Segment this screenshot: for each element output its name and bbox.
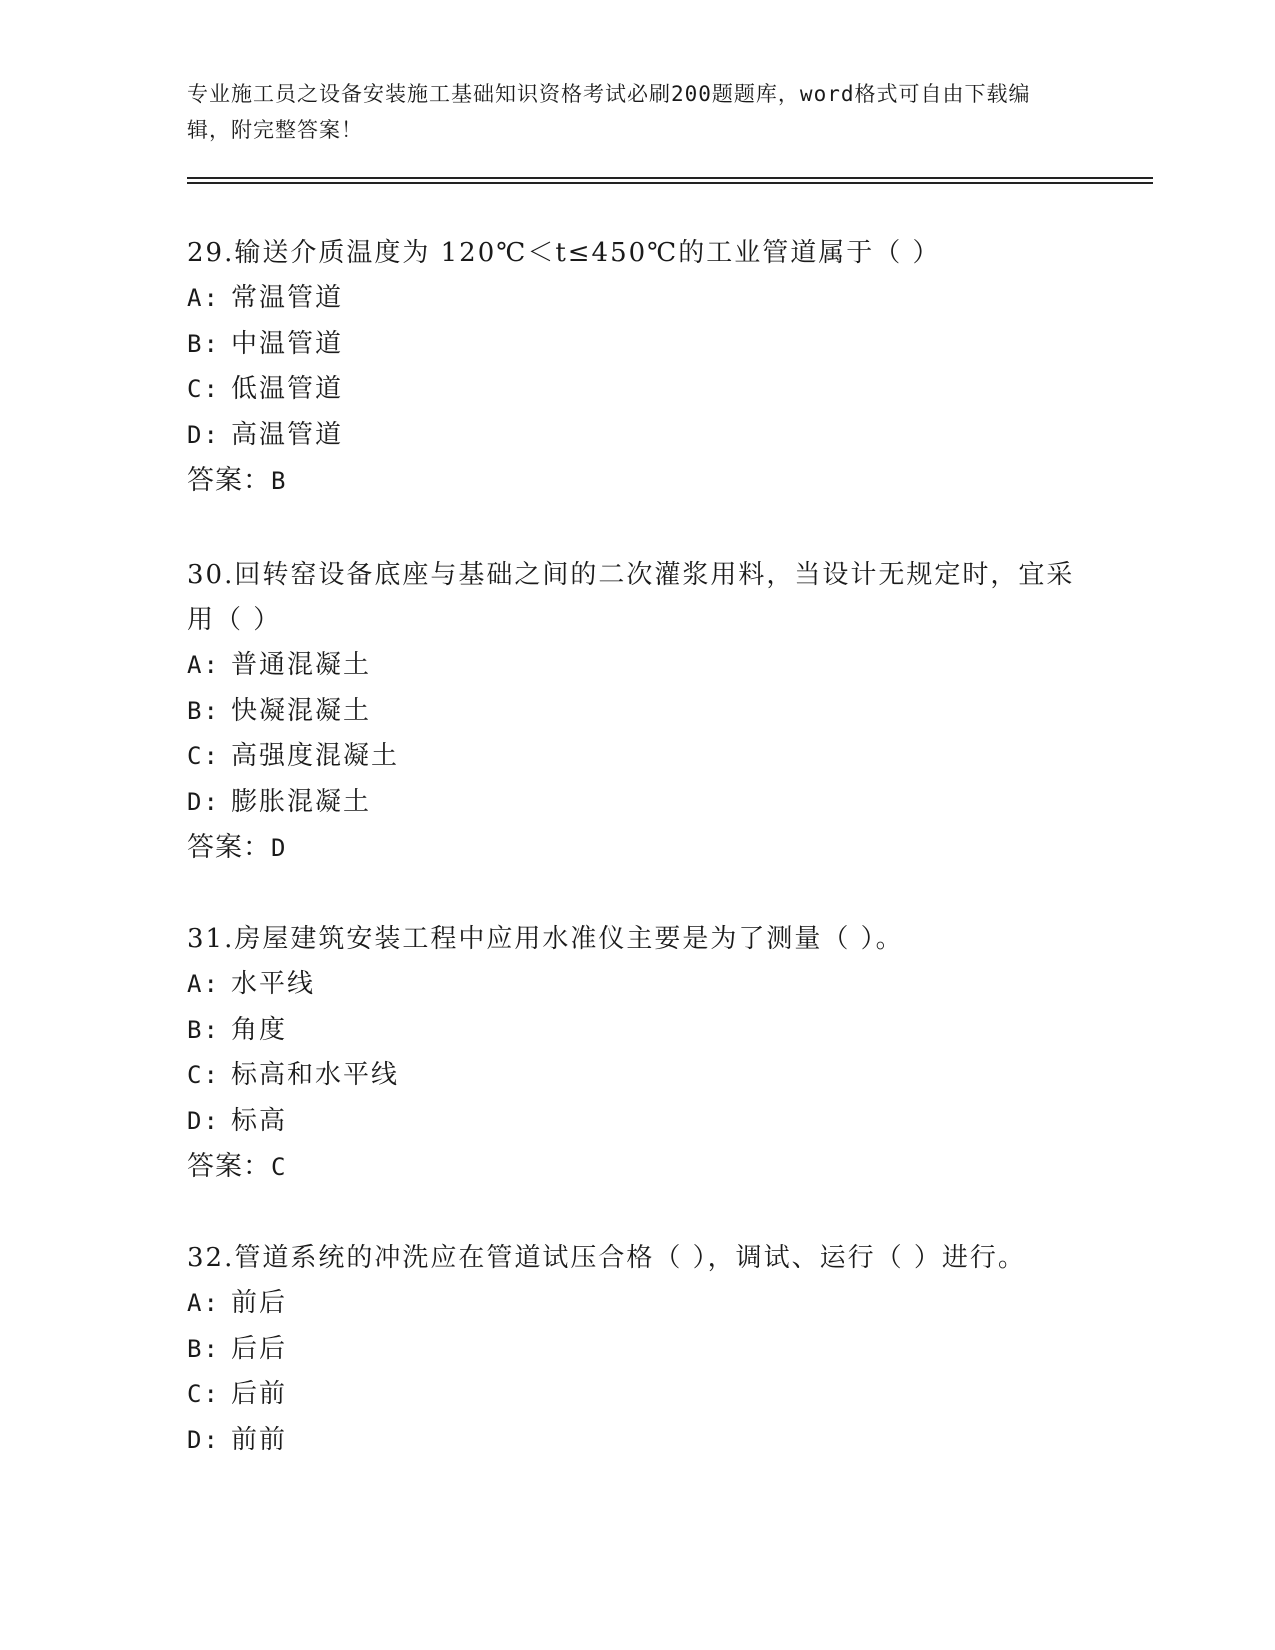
option-letter: B: xyxy=(187,696,220,725)
option-letter: C: xyxy=(187,1061,220,1089)
option-b xyxy=(187,1327,1087,1373)
option-text: 高温管道 xyxy=(231,419,344,450)
answer-label: 答案： xyxy=(187,1151,271,1182)
option-b xyxy=(187,322,1087,368)
option-text: 标高 xyxy=(231,1105,288,1136)
answer-label: 答案： xyxy=(187,832,271,863)
option-a xyxy=(187,1281,1087,1327)
option-b xyxy=(187,689,1087,735)
option-text: 前后 xyxy=(231,1288,288,1318)
answer-line xyxy=(187,825,1087,871)
question-stem: 31.房屋建筑安装工程中应用水准仪主要是为了测量（ ）。 xyxy=(187,924,904,954)
question-31 xyxy=(187,917,1087,1190)
question-stem: 29.输送介质温度为 120℃＜t≤450℃的工业管道属于（ ） xyxy=(187,238,941,268)
option-text: 普通混凝土 xyxy=(231,650,372,680)
question-stem: 30.回转窑设备底座与基础之间的二次灌浆用料，当设计无规定时，宜采用（ ） xyxy=(187,560,1075,635)
option-c xyxy=(187,367,1087,413)
answer-value: C xyxy=(271,1153,287,1181)
option-letter: B: xyxy=(187,329,220,358)
option-a xyxy=(187,643,1087,689)
option-letter: D: xyxy=(187,787,220,816)
option-letter: D: xyxy=(187,1425,220,1454)
option-letter: A: xyxy=(187,970,220,998)
answer-label: 答案： xyxy=(187,465,271,496)
option-letter: A: xyxy=(187,284,220,312)
option-text: 标高和水平线 xyxy=(231,1060,400,1090)
option-text: 常温管道 xyxy=(231,283,344,313)
option-text: 低温管道 xyxy=(231,374,344,404)
question-32 xyxy=(187,1236,1087,1463)
question-30 xyxy=(187,553,1087,871)
option-text: 水平线 xyxy=(231,969,316,999)
option-letter: C: xyxy=(187,742,220,770)
option-text: 前前 xyxy=(231,1424,288,1455)
option-letter: B: xyxy=(187,1015,220,1044)
option-c xyxy=(187,1053,1087,1099)
option-text: 膨胀混凝土 xyxy=(231,786,372,817)
option-text: 角度 xyxy=(231,1014,288,1045)
option-d xyxy=(187,780,1087,826)
option-text: 后前 xyxy=(231,1379,288,1409)
header-divider-bottom xyxy=(187,182,1153,184)
question-stem: 32.管道系统的冲洗应在管道试压合格（ ），调试、运行（ ）进行。 xyxy=(187,1243,1026,1273)
option-d xyxy=(187,413,1087,459)
option-c xyxy=(187,734,1087,780)
option-text: 中温管道 xyxy=(231,328,344,359)
option-text: 快凝混凝土 xyxy=(231,695,372,726)
option-a xyxy=(187,276,1087,322)
option-letter: C: xyxy=(187,375,220,403)
document-header: 专业施工员之设备安装施工基础知识资格考试必刷200题题库，word格式可自由下载编辑，附完整答案！ xyxy=(187,82,1031,142)
option-a xyxy=(187,962,1087,1008)
option-d xyxy=(187,1099,1087,1145)
option-letter: B: xyxy=(187,1334,220,1363)
option-text: 后后 xyxy=(231,1333,288,1364)
option-letter: A: xyxy=(187,1289,220,1317)
answer-value: B xyxy=(271,467,287,495)
option-c xyxy=(187,1372,1087,1418)
option-text: 高强度混凝土 xyxy=(231,741,400,771)
option-letter: A: xyxy=(187,651,220,679)
answer-line xyxy=(187,1144,1087,1190)
option-letter: D: xyxy=(187,420,220,449)
header-divider-top xyxy=(187,177,1153,179)
option-b xyxy=(187,1008,1087,1054)
option-d xyxy=(187,1418,1087,1464)
answer-line xyxy=(187,458,1087,504)
option-letter: D: xyxy=(187,1106,220,1135)
answer-value: D xyxy=(271,834,287,862)
option-letter: C: xyxy=(187,1380,220,1408)
question-29 xyxy=(187,231,1087,504)
